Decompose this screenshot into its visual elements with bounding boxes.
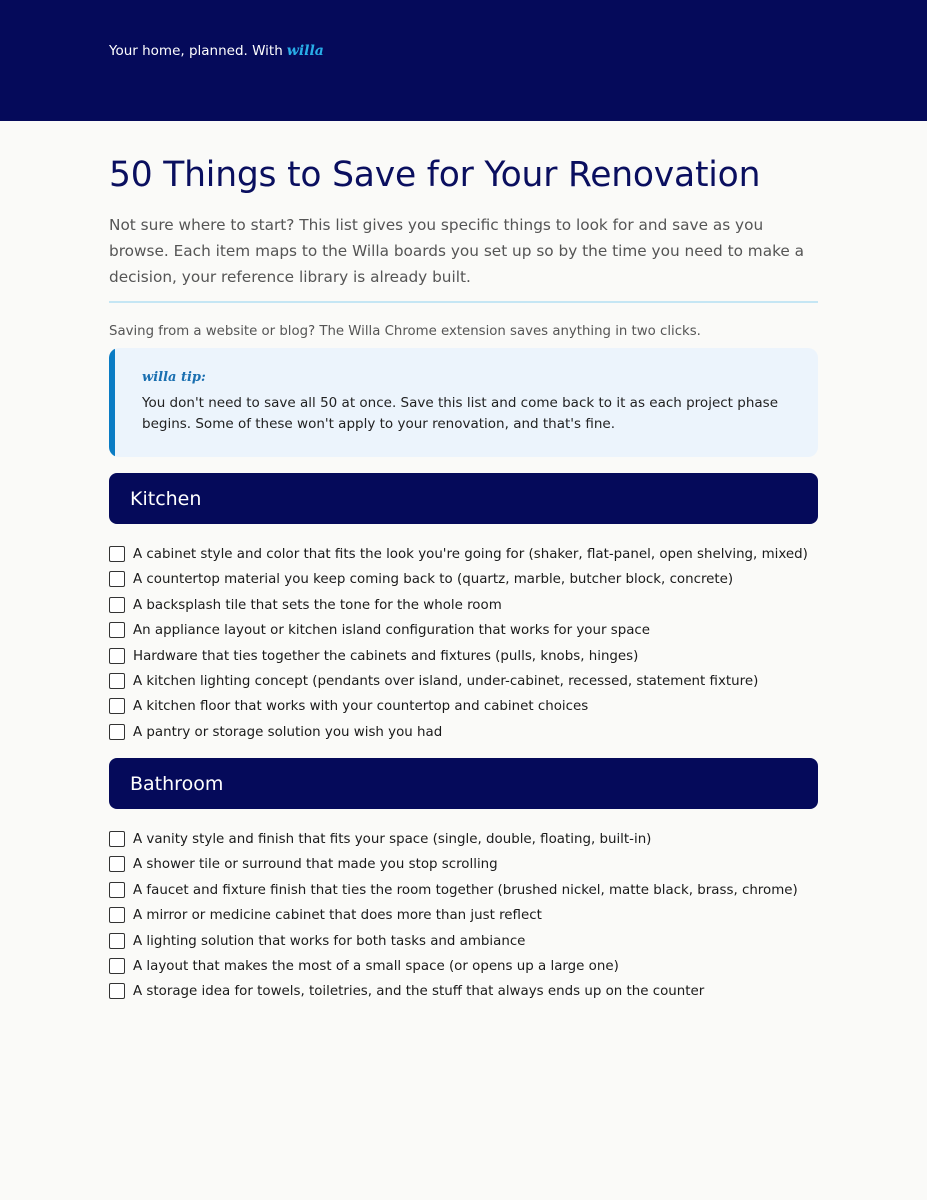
checklist-item-label: A layout that makes the most of a small space (or opens up a large one) [133, 958, 619, 974]
tagline [109, 43, 324, 59]
tip-callout [109, 348, 818, 457]
tip-body: You don't need to save all 50 at once. Save this list and come back to it as each project phase begins. Some of these won't apply to your renovation, and that's fine. [142, 395, 778, 432]
section-title: Kitchen [130, 488, 202, 510]
checklist-item [109, 906, 818, 931]
checkbox[interactable] [109, 648, 125, 664]
checklist-item [109, 723, 818, 748]
checklist-item-label: A lighting solution that works for both tasks and ambiance [133, 933, 526, 949]
checkbox[interactable] [109, 958, 125, 974]
checklist-item-label: A kitchen lighting concept (pendants over island, under-cabinet, recessed, statement fixture) [133, 673, 759, 689]
checklist-item-label: A mirror or medicine cabinet that does more than just reflect [133, 908, 542, 924]
checklist-item [109, 855, 818, 880]
checklist-item-label: A vanity style and finish that fits your space (single, double, floating, built-in) [133, 832, 652, 847]
checklist-item-label: A cabinet style and color that fits the look you're going for (shaker, flat-panel, open shelving, mixed) [133, 547, 808, 562]
section-header-bathroom [109, 758, 818, 809]
checklist-item [109, 596, 818, 621]
checkbox[interactable] [109, 856, 125, 872]
checklist-item-label: Hardware that ties together the cabinets and fixtures (pulls, knobs, hinges) [133, 648, 639, 664]
checklist-item [109, 621, 818, 646]
tip-heading: willa tip: [142, 370, 206, 385]
checklist-bathroom [109, 830, 818, 1008]
checklist-item-label: A kitchen floor that works with your countertop and cabinet choices [133, 699, 589, 715]
checklist-item-label: An appliance layout or kitchen island configuration that works for your space [133, 623, 650, 639]
checkbox[interactable] [109, 933, 125, 949]
checklist-item [109, 881, 818, 906]
tagline-text: Your home, planned. With [109, 43, 283, 59]
checklist-item [109, 982, 818, 1007]
section-title: Bathroom [130, 773, 224, 795]
page-title: 50 Things to Save for Your Renovation [109, 155, 761, 195]
checklist-item [109, 672, 818, 697]
checklist-kitchen [109, 545, 818, 748]
checklist-item [109, 570, 818, 595]
checkbox[interactable] [109, 622, 125, 638]
checklist-item-label: A pantry or storage solution you wish you had [133, 724, 443, 740]
willa-logo: willa [286, 43, 324, 59]
checklist-item-label: A storage idea for towels, toiletries, and the stuff that always ends up on the counter [133, 984, 705, 1000]
divider [109, 301, 818, 303]
checkbox[interactable] [109, 571, 125, 587]
checkbox[interactable] [109, 597, 125, 613]
checkbox[interactable] [109, 907, 125, 923]
checklist-item-label: A countertop material you keep coming back to (quartz, marble, butcher block, concrete) [133, 572, 734, 588]
checklist-item [109, 545, 818, 570]
checkbox[interactable] [109, 698, 125, 714]
chrome-extension-note: Saving from a website or blog? The Willa Chrome extension saves anything in two clicks. [109, 324, 701, 339]
checklist-item [109, 932, 818, 957]
checklist-item [109, 647, 818, 672]
checklist-item-label: A faucet and fixture finish that ties the room together (brushed nickel, matte black, brass, chrome) [133, 882, 798, 898]
tip-accent-bar [109, 348, 115, 457]
checkbox[interactable] [109, 673, 125, 689]
intro-paragraph: Not sure where to start? This list gives you specific things to look for and save as you browse. Each item maps to the Willa boards you set up so by the time you need to make a decision, your reference library is already built. [109, 216, 805, 286]
section-header-kitchen [109, 473, 818, 524]
checkbox[interactable] [109, 983, 125, 999]
checklist-item [109, 697, 818, 722]
checklist-item [109, 957, 818, 982]
checkbox[interactable] [109, 882, 125, 898]
checkbox[interactable] [109, 724, 125, 740]
top-banner [0, 0, 927, 121]
checkbox[interactable] [109, 546, 125, 562]
checklist-item-label: A backsplash tile that sets the tone for the whole room [133, 597, 502, 613]
checkbox[interactable] [109, 831, 125, 847]
checklist-item-label: A shower tile or surround that made you stop scrolling [133, 857, 498, 873]
checklist-item [109, 830, 818, 855]
